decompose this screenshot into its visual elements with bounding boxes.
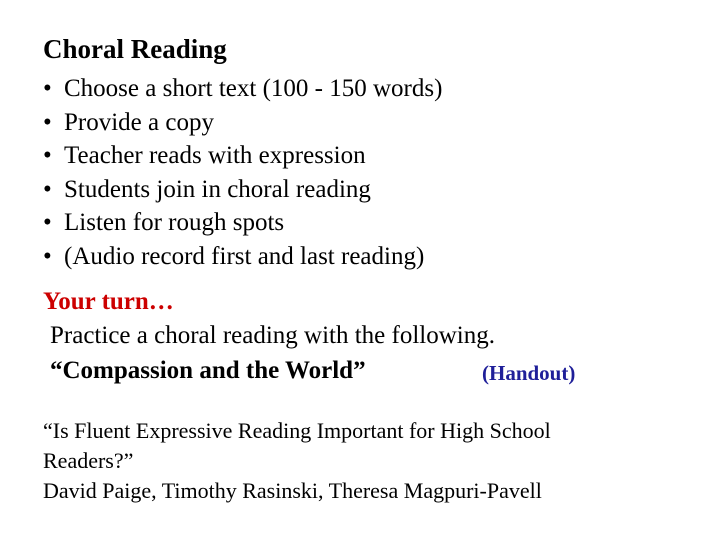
bullet-item-2 bbox=[43, 106, 442, 140]
bullet-item-4 bbox=[43, 173, 442, 207]
citation-title-line-1: “Is Fluent Expressive Reading Important for High School bbox=[43, 418, 551, 443]
citation-title-line-2: Readers?” bbox=[43, 448, 134, 473]
bullet-marker: • bbox=[43, 75, 52, 102]
bullet-item-6 bbox=[43, 240, 442, 274]
bullet-text: Teacher reads with expression bbox=[64, 142, 366, 169]
bullet-marker: • bbox=[43, 108, 52, 136]
bullet-text: Listen for rough spots bbox=[64, 209, 285, 236]
bullet-text: Provide a copy bbox=[64, 108, 214, 136]
slide-title: Choral Reading bbox=[43, 34, 227, 64]
handout-title: “Compassion and the World” bbox=[50, 357, 366, 384]
bullet-marker: • bbox=[43, 175, 52, 203]
citation bbox=[43, 416, 551, 506]
bullet-text: (Audio record first and last reading) bbox=[64, 242, 425, 270]
citation-authors: David Paige, Timothy Rasinski, Theresa Magpuri-Pavell bbox=[43, 478, 542, 503]
bullet-text: Choose a short text (100 - 150 words) bbox=[64, 75, 443, 102]
bullet-marker: • bbox=[43, 142, 52, 169]
bullet-text: Students join in choral reading bbox=[64, 175, 371, 203]
instruction-text: Practice a choral reading with the following. bbox=[50, 322, 495, 349]
your-turn-heading: Your turn… bbox=[43, 288, 174, 315]
bullet-item-3 bbox=[43, 139, 442, 173]
bullet-marker: • bbox=[43, 209, 52, 236]
bullet-list bbox=[43, 72, 442, 273]
bullet-item-5 bbox=[43, 206, 442, 240]
bullet-marker: • bbox=[43, 242, 52, 270]
bullet-item-1 bbox=[43, 72, 442, 106]
handout-tag: (Handout) bbox=[482, 361, 576, 385]
